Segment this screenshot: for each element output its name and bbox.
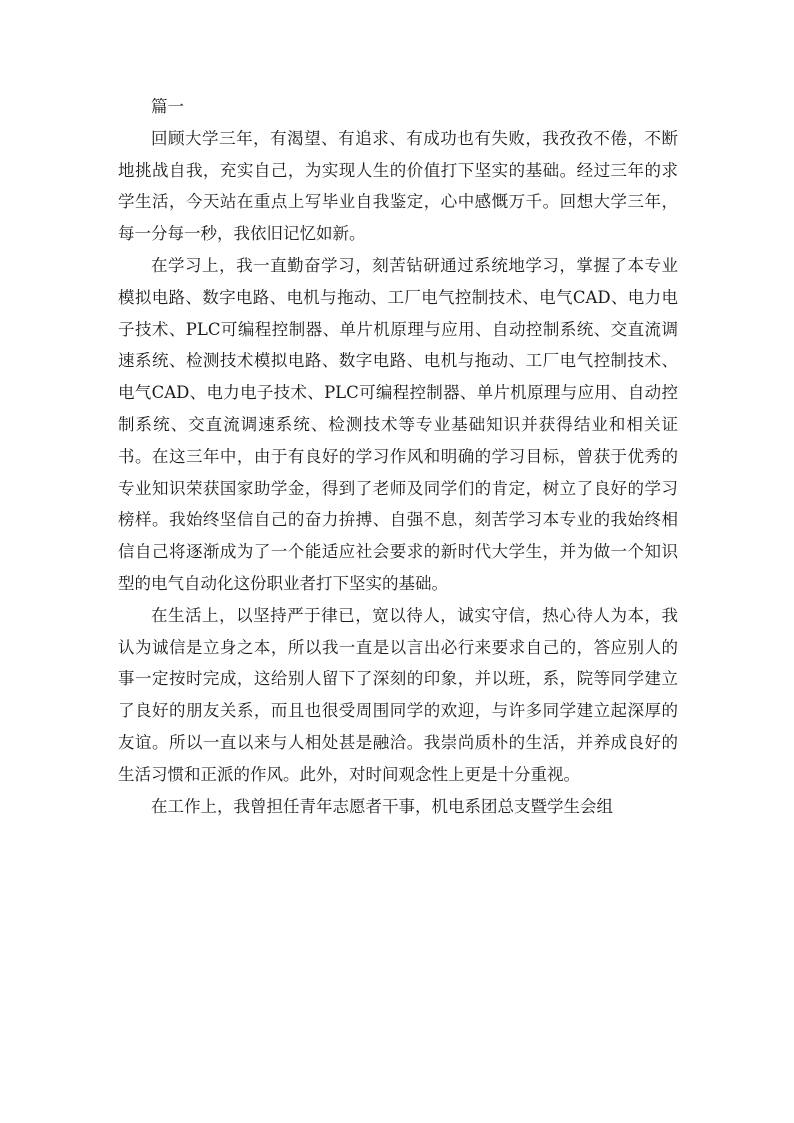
- section-heading: 篇一: [151, 97, 184, 116]
- paragraph-work: 在工作上，我曾担任青年志愿者干事，机电系团总支暨学生会组: [151, 796, 613, 816]
- paragraph-life: 在生活上，以坚持严于律已，宽以待人，诚实守信，热心待人为本，我认为诚信是立身之本，所以我一直是以言出必行来要求自己的，答应别人的事一定按时完成，这给别人留下了深刻的印象，并以班，系，院等同学建立了良好的朋友关系，而且也很受周围同学的欢迎，与许多同学建立起深厚的友谊。所以一直以来与人相处甚是融洽。我崇尚质朴的生活，并养成良好的生活习惯和正派的作风。此外，对时间观念性上更是十分重视。: [118, 605, 678, 784]
- paragraph-study: 在学习上，我一直勤奋学习，刻苦钻研通过系统地学习，掌握了本专业模拟电路、数字电路、电机与拖动、工厂电气控制技术、电气CAD、电力电子技术、PLC可编程控制器、单片机原理与应用、自动控制系统、交直流调速系统、检测技术模拟电路、数字电路、电机与拖动、工厂电气控制技术、电气CAD、电力电子技术、PLC可编程控制器、单片机原理与应用、自动控制系统、交直流调速系统、检测技术等专业基础知识并获得结业和相关证书。在这三年中，由于有良好的学习作风和明确的学习目标，曾获于优秀的专业知识荣获国家助学金，得到了老师及同学们的肯定，树立了良好的学习榜样。我始终坚信自己的奋力拚搏、自强不息，刻苦学习本专业的我始终相信自己将逐渐成为了一个能适应社会要求的新时代大学生，并为做一个知识型的电气自动化这份职业者打下坚实的基础。: [118, 255, 678, 593]
- paragraph-intro: 回顾大学三年，有渴望、有追求、有成功也有失败，我孜孜不倦，不断地挑战自我，充实自己，为实现人生的价值打下坚实的基础。经过三年的求学生活，今天站在重点上写毕业自我鉴定，心中感慨万千。回想大学三年，每一分每一秒，我依旧记忆如新。: [118, 128, 678, 244]
- document-body: [118, 91, 678, 822]
